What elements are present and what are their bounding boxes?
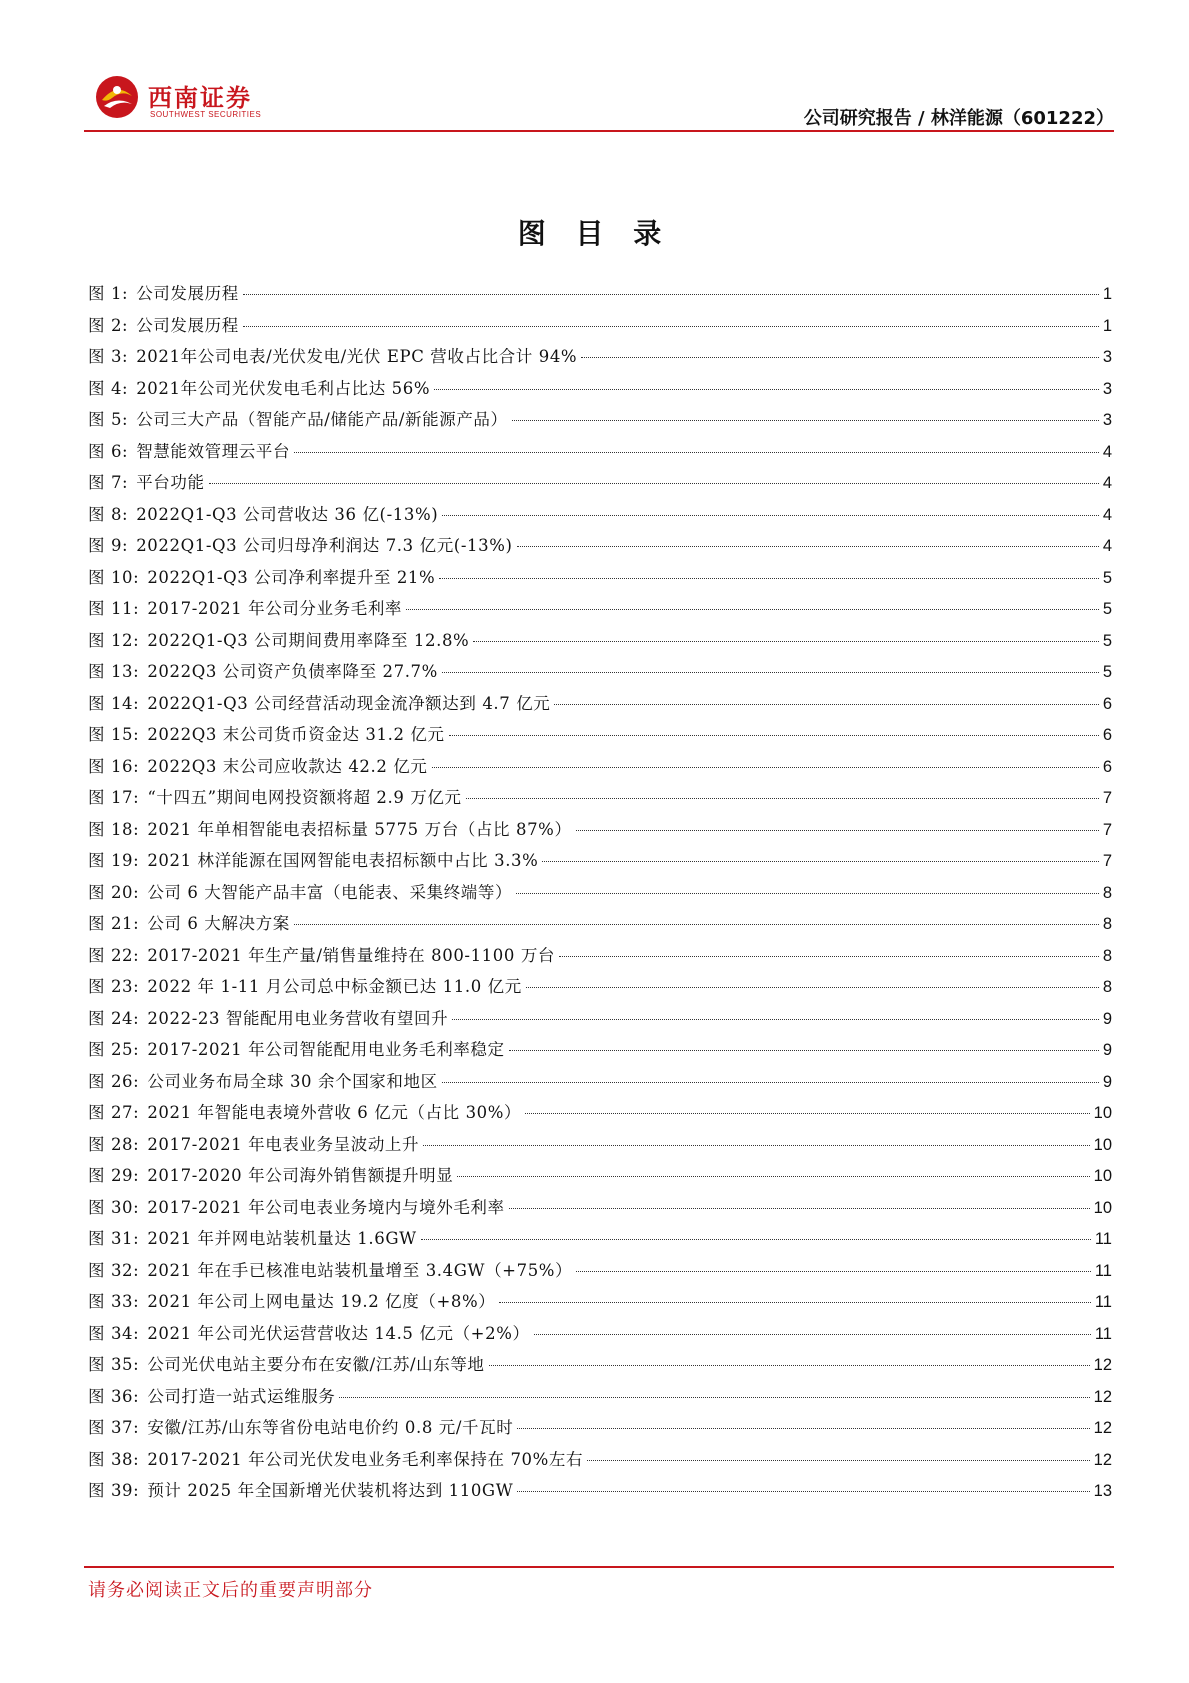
dot-leader — [442, 515, 1099, 516]
figure-number: 图 25: — [88, 1040, 140, 1059]
toc-entry[interactable] — [88, 942, 1112, 974]
figure-title: 2021年公司光伏发电毛利占比达 56% — [136, 378, 431, 398]
toc-entry[interactable] — [88, 1351, 1112, 1383]
toc-entry-text — [88, 1036, 505, 1060]
dot-leader — [516, 893, 1099, 894]
figure-number: 图 6: — [88, 441, 129, 461]
toc-entry-text — [88, 375, 430, 399]
dot-leader — [457, 1176, 1089, 1177]
toc-entry-text — [88, 1099, 521, 1123]
figure-title: 2022Q1-Q3 公司经营活动现金流净额达到 4.7 亿元 — [147, 693, 551, 713]
toc-entry[interactable] — [88, 1162, 1112, 1194]
dot-leader — [489, 1365, 1090, 1366]
toc-entry[interactable] — [88, 532, 1112, 564]
figure-number: 图 17: — [88, 788, 140, 807]
figure-title: 2017-2021 年公司电表业务境内与境外毛利率 — [147, 1197, 505, 1217]
dot-leader — [439, 578, 1099, 579]
figure-number: 图 10: — [88, 567, 140, 587]
toc-entry[interactable] — [88, 406, 1112, 438]
toc-entry-text — [88, 280, 239, 304]
figure-number: 图 35: — [88, 1355, 140, 1374]
page-number: 6 — [1102, 694, 1112, 713]
dot-leader — [509, 1050, 1099, 1051]
toc-entry-text — [88, 1414, 513, 1438]
toc-entry-text — [88, 1194, 505, 1218]
dot-leader — [294, 924, 1099, 925]
page-number: 5 — [1102, 663, 1112, 681]
dot-leader — [473, 641, 1098, 642]
page-number: 4 — [1102, 537, 1112, 555]
toc-entry-text — [88, 532, 513, 556]
figure-number: 图 5: — [88, 410, 129, 429]
figure-title: 2022-23 智能配用电业务营收有望回升 — [147, 1008, 449, 1028]
figure-title: 公司 6 大智能产品丰富（电能表、采集终端等） — [147, 882, 513, 902]
toc-entry[interactable] — [88, 595, 1112, 627]
dot-leader — [534, 1334, 1091, 1335]
toc-entry-text — [88, 501, 438, 525]
page-number: 8 — [1102, 946, 1112, 965]
figure-title: 安徽/江苏/山东等省份电站电价约 0.8 元/千瓦时 — [147, 1418, 514, 1437]
dot-leader — [294, 452, 1099, 453]
page-number: 4 — [1102, 442, 1112, 461]
figure-title: 2022Q1-Q3 公司净利率提升至 21% — [147, 567, 436, 587]
page-number: 4 — [1102, 474, 1112, 492]
toc-entry[interactable] — [88, 1225, 1112, 1257]
figure-title: 智慧能效管理云平台 — [136, 441, 291, 461]
toc-entry-text — [88, 910, 290, 934]
figure-title: 公司打造一站式运维服务 — [147, 1386, 336, 1406]
figure-title: 2017-2021 年生产量/销售量维持在 800-1100 万台 — [147, 945, 556, 965]
figure-title: 2022Q3 末公司货币资金达 31.2 亿元 — [147, 725, 445, 744]
toc-entry-text — [88, 721, 445, 745]
dot-leader — [517, 546, 1099, 547]
figure-title: 2017-2020 年公司海外销售额提升明显 — [147, 1166, 454, 1185]
figure-number: 图 2: — [88, 315, 129, 335]
toc-entry-text — [88, 627, 469, 651]
figure-title: 2017-2021 年公司分业务毛利率 — [147, 599, 403, 618]
toc-entry[interactable] — [88, 375, 1112, 407]
toc-entry[interactable] — [88, 312, 1112, 344]
page-number: 9 — [1102, 1009, 1112, 1028]
page-number: 12 — [1093, 1419, 1112, 1437]
dot-leader — [512, 420, 1099, 421]
figure-title: 2021年公司电表/光伏发电/光伏 EPC 营收占比合计 94% — [136, 347, 578, 366]
dot-leader — [466, 798, 1099, 799]
figure-title: 公司发展历程 — [136, 284, 239, 303]
dot-leader — [423, 1145, 1090, 1146]
toc-entry-text — [88, 847, 538, 871]
figure-title: 预计 2025 年全国新增光伏装机将达到 110GW — [147, 1481, 514, 1500]
figure-title: 2022Q1-Q3 公司期间费用率降至 12.8% — [147, 630, 470, 650]
toc-entry-text — [88, 816, 572, 840]
toc-entry[interactable] — [88, 469, 1112, 501]
dot-leader — [576, 830, 1099, 831]
figure-number: 图 4: — [88, 378, 129, 398]
page-number: 1 — [1102, 316, 1112, 335]
toc-entry[interactable] — [88, 1477, 1112, 1509]
figure-number: 图 22: — [88, 945, 140, 965]
figure-number: 图 27: — [88, 1103, 140, 1122]
page-number: 8 — [1102, 883, 1112, 902]
page-number: 3 — [1102, 411, 1112, 429]
figure-title: 2022Q3 公司资产负债率降至 27.7% — [147, 662, 438, 681]
toc-entry-text — [88, 564, 435, 588]
figure-number: 图 24: — [88, 1008, 140, 1028]
page-number: 1 — [1102, 285, 1112, 303]
page-number: 12 — [1093, 1356, 1112, 1374]
figure-number: 图 30: — [88, 1197, 140, 1217]
page-number: 10 — [1093, 1135, 1112, 1154]
figure-number: 图 16: — [88, 756, 140, 776]
toc-entry[interactable] — [88, 784, 1112, 816]
toc-entry[interactable] — [88, 1068, 1112, 1100]
page-number: 5 — [1102, 600, 1112, 618]
figure-number: 图 31: — [88, 1229, 140, 1248]
figure-title: 公司三大产品（智能产品/储能产品/新能源产品） — [136, 410, 508, 429]
figure-number: 图 13: — [88, 662, 140, 681]
toc-entry[interactable] — [88, 910, 1112, 942]
toc-entry-text — [88, 879, 512, 903]
toc-entry-text — [88, 1257, 572, 1281]
toc-entry[interactable] — [88, 1446, 1112, 1478]
toc-entry[interactable] — [88, 973, 1112, 1005]
dot-leader — [421, 1239, 1091, 1240]
toc-entry-text — [88, 1477, 513, 1501]
figure-title: 2017-2021 年电表业务呈波动上升 — [147, 1134, 420, 1154]
header-divider — [84, 130, 1114, 132]
page-number: 13 — [1093, 1482, 1112, 1500]
toc-entry[interactable] — [88, 1194, 1112, 1226]
toc-entry-text — [88, 343, 577, 367]
toc-entry-text — [88, 438, 290, 462]
figure-title: 2022Q1-Q3 公司营收达 36 亿(-13%) — [136, 504, 439, 524]
toc-entry-text — [88, 1068, 438, 1092]
toc-entry-text — [88, 1162, 453, 1186]
page-number: 10 — [1093, 1198, 1112, 1217]
toc-entry[interactable] — [88, 690, 1112, 722]
figure-number: 图 36: — [88, 1386, 140, 1406]
page-number: 6 — [1102, 757, 1112, 776]
toc-entry[interactable] — [88, 501, 1112, 533]
figure-title: 2021 林洋能源在国网智能电表招标额中占比 3.3% — [147, 851, 539, 870]
toc-entry-text — [88, 1351, 485, 1375]
page-number: 4 — [1102, 505, 1112, 524]
brand-name: 西南证券 — [148, 83, 252, 112]
page-number: 11 — [1094, 1230, 1112, 1248]
page-number: 7 — [1102, 820, 1112, 839]
figure-number: 图 21: — [88, 914, 140, 933]
figure-title: 2017-2021 年公司智能配用电业务毛利率稳定 — [147, 1040, 505, 1059]
dot-leader — [581, 357, 1099, 358]
toc-entry[interactable] — [88, 1383, 1112, 1415]
dot-leader — [243, 294, 1099, 295]
figure-title: 2022 年 1-11 月公司总中标金额已达 11.0 亿元 — [147, 977, 522, 996]
dot-leader — [449, 735, 1099, 736]
page-number: 5 — [1102, 568, 1112, 587]
figure-number: 图 9: — [88, 536, 129, 555]
page-number: 10 — [1093, 1104, 1112, 1122]
figure-number: 图 26: — [88, 1071, 140, 1091]
dot-leader — [499, 1302, 1090, 1303]
figure-number: 图 33: — [88, 1292, 140, 1311]
footer-disclaimer: 请务必阅读正文后的重要声明部分 — [88, 1580, 373, 1601]
page-number: 7 — [1102, 852, 1112, 870]
toc-entry-text — [88, 1005, 448, 1029]
toc-entry[interactable] — [88, 879, 1112, 911]
toc-entry[interactable] — [88, 343, 1112, 375]
dot-leader — [554, 704, 1098, 705]
page-title: 图 目 录 — [517, 217, 672, 250]
toc-entry[interactable] — [88, 1131, 1112, 1163]
figure-number: 图 7: — [88, 473, 129, 492]
report-label: 公司研究报告 / 林洋能源（601222） — [803, 108, 1114, 129]
southwest-securities-logo-icon — [94, 74, 140, 120]
figure-number: 图 11: — [88, 599, 140, 618]
toc-entry-text — [88, 312, 239, 336]
page-number: 6 — [1102, 726, 1112, 744]
dot-leader — [526, 987, 1099, 988]
page-number: 10 — [1093, 1167, 1112, 1185]
figure-title: 2021 年在手已核准电站装机量增至 3.4GW（+75%） — [147, 1260, 573, 1280]
dot-leader — [243, 326, 1099, 327]
figure-number: 图 37: — [88, 1418, 140, 1437]
dot-leader — [442, 1082, 1099, 1083]
figure-number: 图 14: — [88, 693, 140, 713]
toc-entry-text — [88, 690, 550, 714]
dot-leader — [209, 483, 1099, 484]
toc-entry[interactable] — [88, 1288, 1112, 1320]
figure-title: “十四五”期间电网投资额将超 2.9 万亿元 — [147, 788, 462, 807]
page-number: 11 — [1094, 1293, 1112, 1311]
toc-entry[interactable] — [88, 280, 1112, 312]
page-number: 3 — [1102, 348, 1112, 366]
dot-leader — [517, 1491, 1089, 1492]
toc-entry[interactable] — [88, 1099, 1112, 1131]
figure-number: 图 23: — [88, 977, 140, 996]
page-number: 3 — [1102, 379, 1112, 398]
dot-leader — [406, 609, 1099, 610]
footer-divider — [84, 1566, 1114, 1568]
figure-list — [88, 280, 1112, 1509]
dot-leader — [442, 672, 1099, 673]
figure-number: 图 32: — [88, 1260, 140, 1280]
toc-entry-text — [88, 784, 462, 808]
brand-name-english: SOUTHWEST SECURITIES — [150, 110, 262, 119]
figure-title: 2017-2021 年公司光伏发电业务毛利率保持在 70%左右 — [147, 1449, 584, 1469]
figure-title: 平台功能 — [136, 473, 205, 492]
page-number: 12 — [1093, 1450, 1112, 1469]
dot-leader — [452, 1019, 1099, 1020]
toc-entry-text — [88, 1225, 417, 1249]
dot-leader — [434, 389, 1099, 390]
figure-title: 2021 年智能电表境外营收 6 亿元（占比 30%） — [147, 1103, 522, 1122]
figure-title: 公司光伏电站主要分布在安徽/江苏/山东等地 — [147, 1355, 485, 1374]
dot-leader — [559, 956, 1099, 957]
figure-number: 图 8: — [88, 504, 129, 524]
dot-leader — [339, 1397, 1089, 1398]
figure-number: 图 12: — [88, 630, 140, 650]
figure-title: 公司业务布局全球 30 余个国家和地区 — [147, 1071, 438, 1091]
toc-entry[interactable] — [88, 1414, 1112, 1446]
figure-number: 图 15: — [88, 725, 140, 744]
toc-entry-text — [88, 1131, 419, 1155]
page-header — [84, 70, 1114, 132]
figure-title: 公司 6 大解决方案 — [147, 914, 290, 933]
toc-entry[interactable] — [88, 1320, 1112, 1352]
toc-entry[interactable] — [88, 721, 1112, 753]
figure-number: 图 3: — [88, 347, 129, 366]
figure-title: 2021 年公司光伏运营营收达 14.5 亿元（+2%） — [147, 1323, 530, 1343]
toc-entry-text — [88, 1288, 495, 1312]
toc-entry-text — [88, 973, 522, 997]
figure-number: 图 34: — [88, 1323, 140, 1343]
page-number: 8 — [1102, 978, 1112, 996]
figure-number: 图 19: — [88, 851, 140, 870]
page-number: 8 — [1102, 915, 1112, 933]
toc-entry-text — [88, 1383, 335, 1407]
figure-title: 2021 年并网电站装机量达 1.6GW — [147, 1229, 417, 1248]
page-number: 11 — [1094, 1324, 1112, 1343]
figure-title: 2021 年单相智能电表招标量 5775 万台（占比 87%） — [147, 819, 572, 839]
toc-entry-text — [88, 595, 402, 619]
dot-leader — [525, 1113, 1089, 1114]
figure-number: 图 39: — [88, 1481, 140, 1500]
page-number: 9 — [1102, 1041, 1112, 1059]
page-number: 12 — [1093, 1387, 1112, 1406]
figure-title: 公司发展历程 — [136, 315, 239, 335]
figure-number: 图 29: — [88, 1166, 140, 1185]
dot-leader — [542, 861, 1098, 862]
toc-entry-text — [88, 469, 205, 493]
toc-entry[interactable] — [88, 627, 1112, 659]
toc-entry-text — [88, 942, 555, 966]
figure-title: 2021 年公司上网电量达 19.2 亿度（+8%） — [147, 1292, 496, 1311]
toc-entry[interactable] — [88, 1036, 1112, 1068]
dot-leader — [509, 1208, 1090, 1209]
dot-leader — [576, 1271, 1091, 1272]
toc-entry-text — [88, 1446, 583, 1470]
figure-number: 图 28: — [88, 1134, 140, 1154]
toc-entry-text — [88, 658, 438, 682]
toc-entry[interactable] — [88, 1257, 1112, 1289]
toc-entry[interactable] — [88, 564, 1112, 596]
figure-title: 2022Q1-Q3 公司归母净利润达 7.3 亿元(-13%) — [136, 536, 513, 555]
page-number: 7 — [1102, 789, 1112, 807]
page-number: 11 — [1094, 1261, 1112, 1280]
toc-entry-text — [88, 1320, 530, 1344]
page-number: 5 — [1102, 631, 1112, 650]
figure-number: 图 38: — [88, 1449, 140, 1469]
page-number: 9 — [1102, 1072, 1112, 1091]
dot-leader — [587, 1460, 1090, 1461]
figure-number: 图 20: — [88, 882, 140, 902]
figure-number: 图 18: — [88, 819, 140, 839]
toc-entry[interactable] — [88, 438, 1112, 470]
toc-entry-text — [88, 406, 508, 430]
figure-title: 2022Q3 末公司应收款达 42.2 亿元 — [147, 756, 428, 776]
toc-entry[interactable] — [88, 847, 1112, 879]
dot-leader — [517, 1428, 1089, 1429]
figure-number: 图 1: — [88, 284, 129, 303]
toc-entry-text — [88, 753, 428, 777]
toc-entry[interactable] — [88, 753, 1112, 785]
toc-entry[interactable] — [88, 1005, 1112, 1037]
toc-entry[interactable] — [88, 816, 1112, 848]
dot-leader — [432, 767, 1099, 768]
toc-entry[interactable] — [88, 658, 1112, 690]
